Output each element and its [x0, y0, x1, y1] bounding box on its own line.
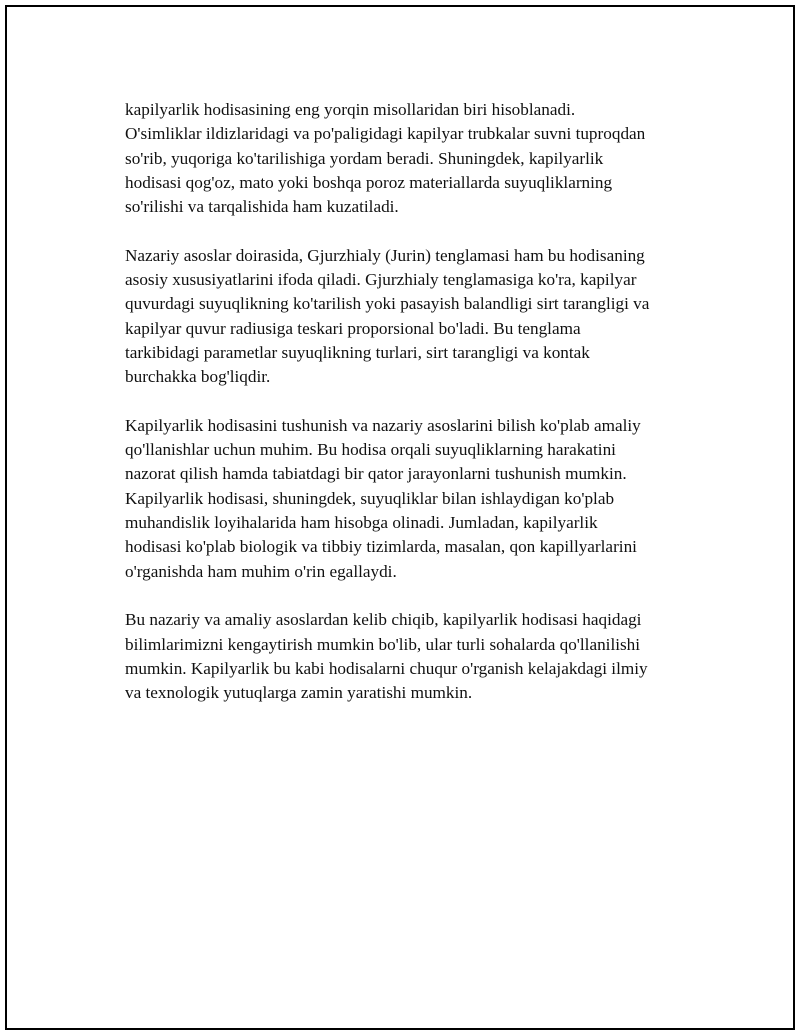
- paragraph-2: [125, 244, 695, 390]
- text-line: Kapilyarlik hodisasi, shuningdek, suyuqliklar bilan ishlaydigan ko'plab: [125, 488, 615, 508]
- text-line: bilimlarimizni kengaytirish mumkin bo'lib, ular turli sohalarda qo'llanilishi: [125, 634, 641, 654]
- paragraph-1: [125, 98, 695, 219]
- text-line: va texnologik yutuqlarga zamin yaratishi mumkin.: [125, 683, 473, 703]
- text-line: o'rganishda ham muhim o'rin egallaydi.: [125, 561, 397, 581]
- text-line: qo'llanishlar uchun muhim. Bu hodisa orqali suyuqliklarning harakatini: [125, 440, 616, 460]
- text-line: burchakka bog'liqdir.: [125, 367, 271, 387]
- text-line: so'rilishi va tarqalishida ham kuzatiladi.: [125, 197, 399, 217]
- text-line: hodisasi ko'plab biologik va tibbiy tizimlarda, masalan, qon kapillyarlarini: [125, 537, 637, 557]
- text-line: Bu nazariy va amaliy asoslardan kelib chiqib, kapilyarlik hodisasi haqidagi: [125, 610, 642, 630]
- text-line: nazorat qilish hamda tabiatdagi bir qator jarayonlarni tushunish mumkin.: [125, 464, 627, 484]
- text-line: kapilyar quvur radiusiga teskari proporsional bo'ladi. Bu tenglama: [125, 318, 581, 338]
- text-line: asosiy xususiyatlarini ifoda qiladi. Gjurzhialy tenglamasiga ko'ra, kapilyar: [125, 270, 637, 290]
- paragraph-3: [125, 414, 695, 584]
- text-line: Kapilyarlik hodisasini tushunish va nazariy asoslarini bilish ko'plab amaliy: [125, 415, 641, 435]
- document-page: [5, 5, 795, 1030]
- text-line: mumkin. Kapilyarlik bu kabi hodisalarni chuqur o'rganish kelajakdagi ilmiy: [125, 658, 648, 678]
- text-line: muhandislik loyihalarida ham hisobga olinadi. Jumladan, kapilyarlik: [125, 513, 598, 533]
- document-body: [125, 98, 695, 730]
- text-line: so'rib, yuqoriga ko'tarilishiga yordam beradi. Shuningdek, kapilyarlik: [125, 148, 604, 168]
- text-line: tarkibidagi parametlar suyuqlikning turlari, sirt tarangligi va kontak: [125, 342, 590, 362]
- text-line: kapilyarlik hodisasining eng yorqin misollaridan biri hisoblanadi.: [125, 100, 576, 119]
- text-line: O'simliklar ildizlaridagi va po'paligidagi kapilyar trubkalar suvni tuproqdan: [125, 124, 646, 144]
- paragraph-4: [125, 608, 695, 705]
- text-line: quvurdagi suyuqlikning ko'tarilish yoki pasayish balandligi sirt tarangligi va: [125, 294, 650, 314]
- text-line: Nazariy asoslar doirasida, Gjurzhialy (Jurin) tenglamasi ham bu hodisaning: [125, 245, 645, 265]
- text-line: hodisasi qog'oz, mato yoki boshqa poroz materiallarda suyuqliklarning: [125, 172, 613, 192]
